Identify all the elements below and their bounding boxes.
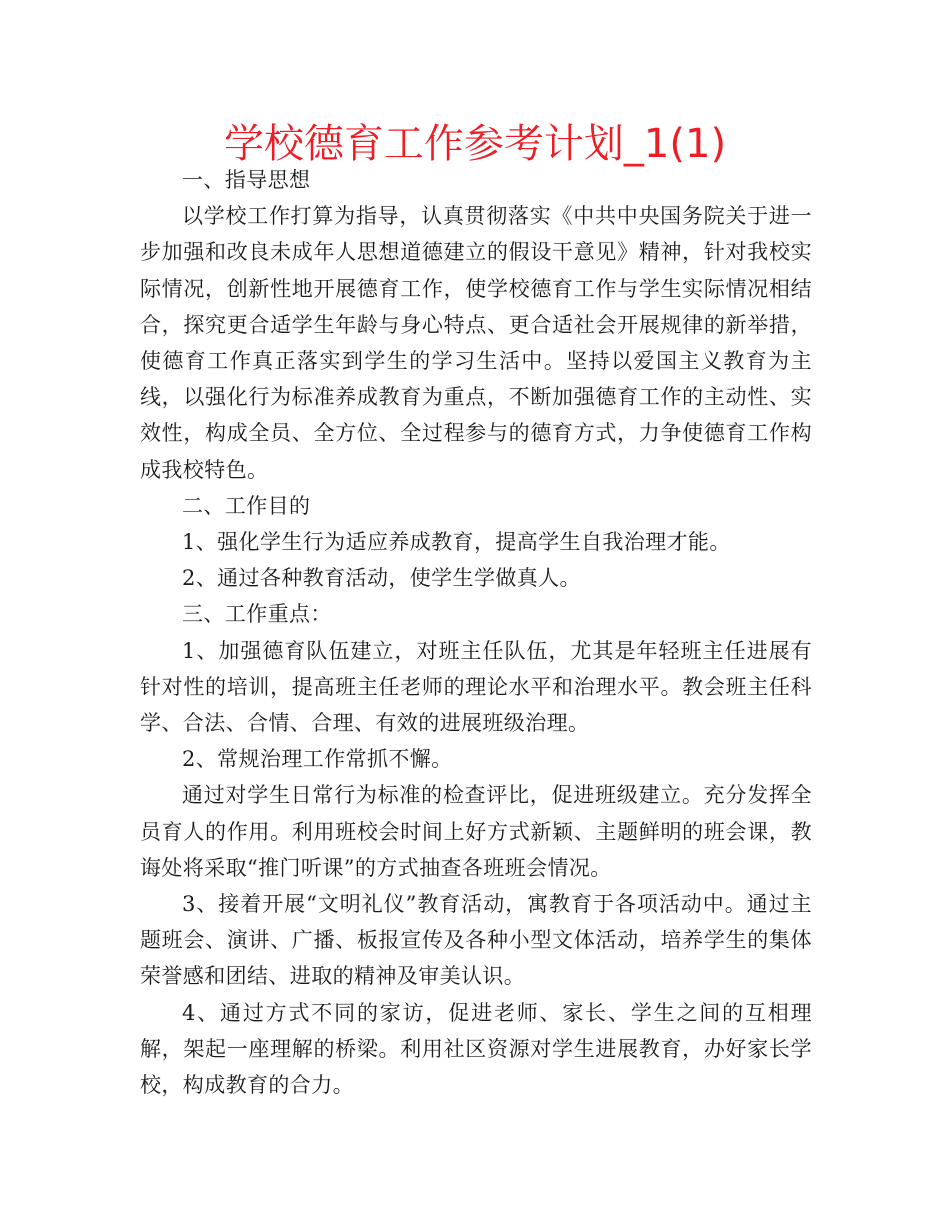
- document-body: [140, 162, 812, 1103]
- paragraph-focus-4: 4、通过方式不同的家访，促进老师、家长、学生之间的互相理解，架起一座理解的桥梁。利用社区资源对学生进展教育，办好家长学校，构成教育的合力。: [140, 1000, 812, 1098]
- section-heading-work-focus: 三、工作重点：: [182, 602, 332, 627]
- section-heading-work-goals: 二、工作目的: [182, 493, 311, 518]
- paragraph-focus-2-detail: 通过对学生日常行为标准的检查评比，促进班级建立。充分发挥全员育人的作用。利用班校会时间上好方式新颖、主题鲜明的班会课，教诲处将采取“推门听课”的方式抽查各班班会情况。: [140, 783, 812, 880]
- paragraph-goal-1: 1、强化学生行为适应养成教育，提高学生自我治理才能。: [182, 530, 731, 555]
- paragraph-guiding-ideology: 以学校工作打算为指导，认真贯彻落实《中共中央国务院关于进一步加强和改良未成年人思想道德建立的假设干意见》精神，针对我校实际情况，创新性地开展德育工作，使学校德育工作与学生实际情况相结合，探究更合适学生年龄与身心特点、更合适社会开展规律的新举措，使德育工作真正落实到学生的学习生活中。坚持以爱国主义教育为主线，以强化行为标准养成教育为重点，不断加强德育工作的主动性、实效性，构成全员、全方位、全过程参与的德育方式，力争使德育工作构成我校特色。: [140, 204, 812, 482]
- paragraph-goal-2: 2、通过各种教育活动，使学生学做真人。: [182, 566, 581, 591]
- paragraph-focus-3: 3、接着开展“文明礼仪”教育活动，寓教育于各项活动中。通过主题班会、演讲、广播、板报宣传及各种小型文体活动，培养学生的集体荣誉感和团结、进取的精神及审美认识。: [140, 892, 812, 989]
- paragraph-focus-1: 1、加强德育队伍建立，对班主任队伍，尤其是年轻班主任进展有针对性的培训，提高班主任老师的理论水平和治理水平。教会班主任科学、合法、合情、合理、有效的进展班级治理。: [140, 638, 812, 736]
- section-heading-guiding-ideology: 一、指导思想: [182, 168, 311, 192]
- document-title: 学校德育工作参考计划_1(1): [223, 121, 727, 167]
- paragraph-focus-2: 2、常规治理工作常抓不懈。: [182, 747, 453, 772]
